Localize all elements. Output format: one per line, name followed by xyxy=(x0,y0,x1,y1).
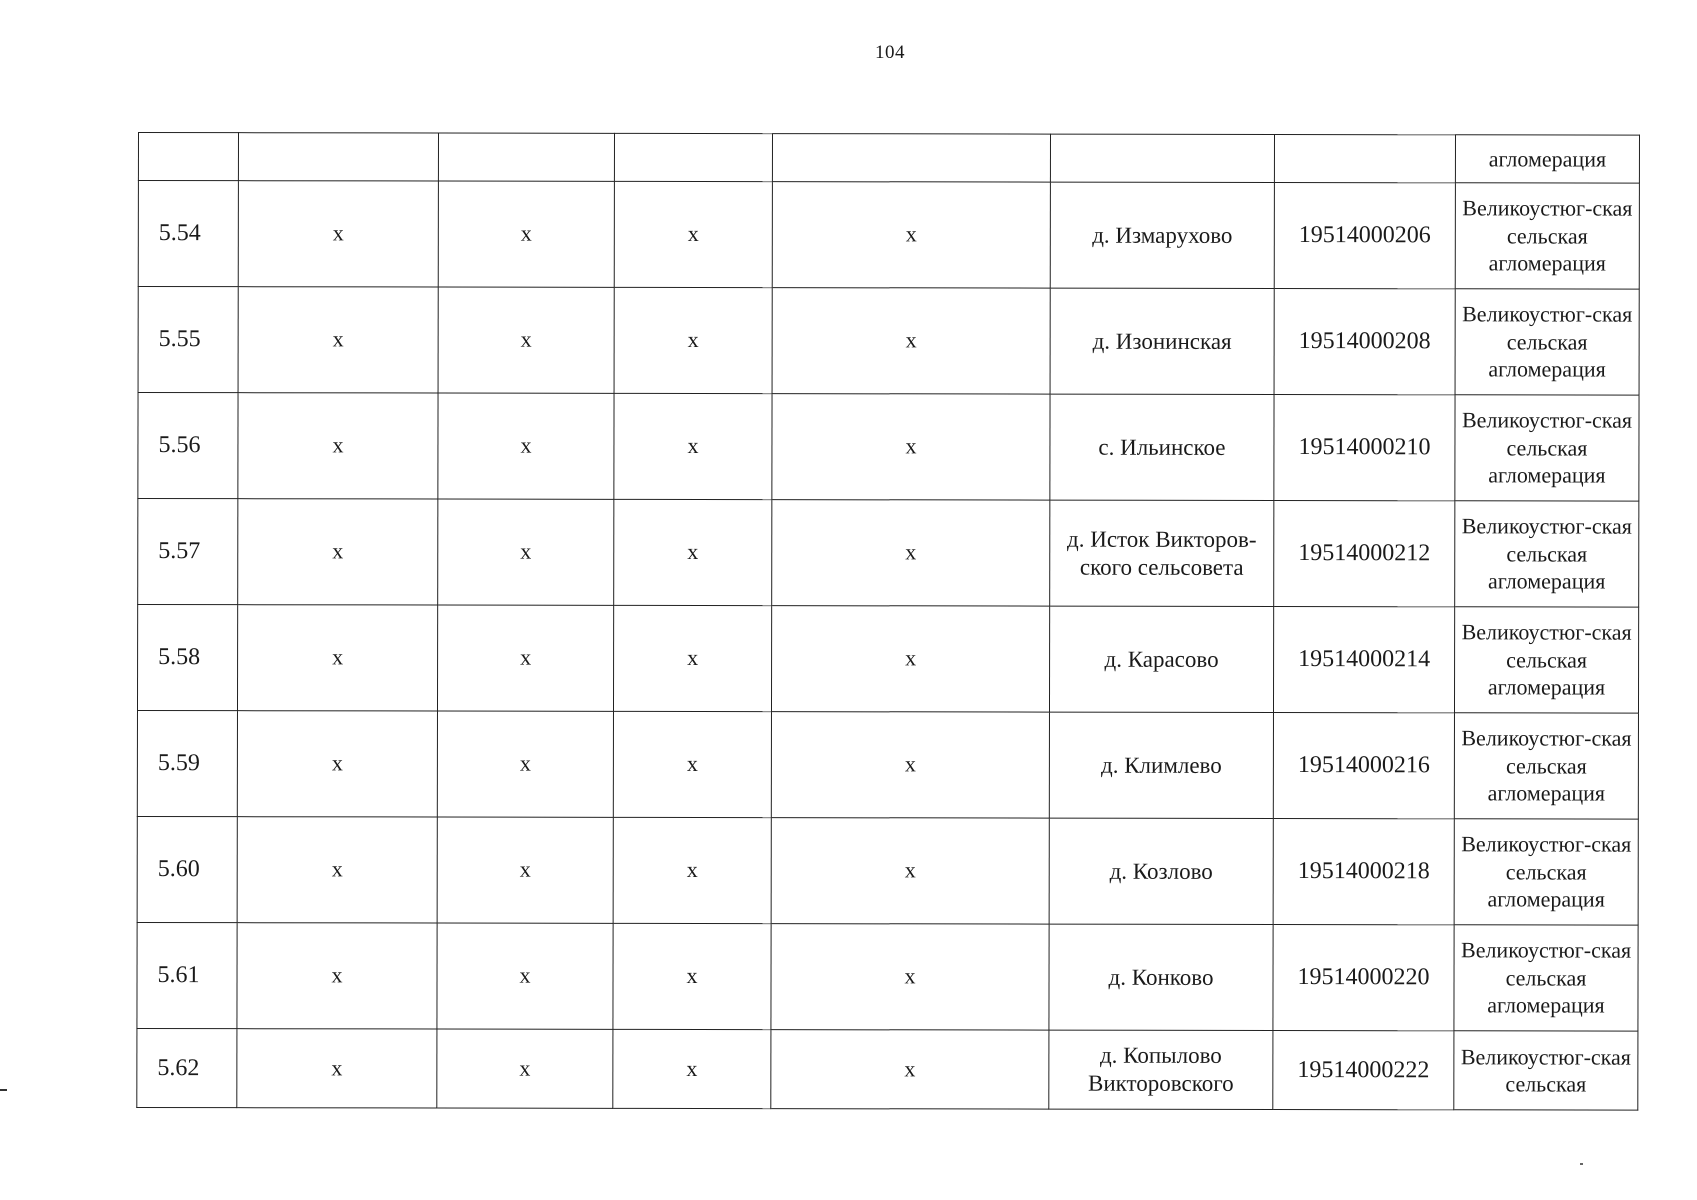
settlement-cell: д. Карасово xyxy=(1049,606,1273,712)
oktmo-code-cell: 19514000214 xyxy=(1273,606,1454,712)
table-row xyxy=(137,816,1638,925)
row-number-cell: 5.58 xyxy=(137,605,237,711)
row-number-cell: 5.55 xyxy=(138,287,238,393)
table-row xyxy=(138,181,1639,290)
continuation-row xyxy=(138,133,1639,184)
x-cell: х xyxy=(772,288,1050,394)
x-cell: х xyxy=(238,181,438,287)
settlement-cell: д. Козлово xyxy=(1049,818,1273,924)
row-number-cell: 5.59 xyxy=(137,711,237,817)
settlement-cell: д. Изонинская xyxy=(1050,288,1274,394)
x-cell: х xyxy=(771,924,1049,1030)
agglomeration-cell: Великоустюг-ская сельская агломерация xyxy=(1454,713,1638,819)
table-row xyxy=(137,922,1638,1031)
row-number-cell: 5.56 xyxy=(138,393,238,499)
agglomeration-cell: Великоустюг-ская сельская агломерация xyxy=(1454,925,1638,1031)
settlement-cell: с. Ильинское xyxy=(1050,394,1274,500)
x-cell: х xyxy=(237,817,437,923)
x-cell: х xyxy=(438,287,614,393)
x-cell: х xyxy=(237,923,437,1029)
oktmo-code-cell: 19514000222 xyxy=(1273,1030,1454,1109)
row-number-cell: 5.54 xyxy=(138,181,238,287)
x-cell: х xyxy=(438,181,614,287)
table-row xyxy=(137,1028,1638,1110)
x-cell: х xyxy=(438,499,614,605)
agglomeration-cell: Великоустюг-ская сельская агломерация xyxy=(1454,607,1638,713)
table-cell xyxy=(438,133,614,181)
settlement-cell: д. Измарухово xyxy=(1050,182,1274,288)
margin-mark xyxy=(0,1089,7,1091)
oktmo-code-cell: 19514000212 xyxy=(1274,500,1455,606)
x-cell: х xyxy=(437,711,613,817)
x-cell: х xyxy=(614,181,772,287)
x-cell: х xyxy=(437,1029,613,1108)
settlements-table xyxy=(136,132,1640,1111)
row-number-cell: 5.57 xyxy=(138,499,238,605)
x-cell: х xyxy=(772,500,1050,606)
oktmo-code-cell: 19514000220 xyxy=(1273,924,1454,1030)
table-row xyxy=(138,287,1639,396)
agglomeration-cell: Великоустюг-ская сельская xyxy=(1454,1031,1638,1110)
settlement-cell: д. Исток Викторов-ского сельсовета xyxy=(1050,500,1274,606)
table-cell xyxy=(772,134,1050,182)
agglomeration-cell: Великоустюг-ская сельская агломерация xyxy=(1455,501,1639,607)
x-cell: х xyxy=(238,287,438,393)
row-number-cell: 5.62 xyxy=(137,1028,237,1107)
row-number-cell: 5.60 xyxy=(137,816,237,922)
table-row xyxy=(138,393,1639,502)
x-cell: х xyxy=(613,923,771,1029)
table-row xyxy=(137,605,1638,714)
agglomeration-cell: Великоустюг-ская сельская агломерация xyxy=(1455,395,1639,501)
table-cell xyxy=(138,133,238,181)
x-cell: х xyxy=(613,605,771,711)
x-cell: х xyxy=(613,817,771,923)
x-cell: х xyxy=(238,499,438,605)
x-cell: х xyxy=(772,182,1050,288)
settlement-cell: д. Конково xyxy=(1049,924,1273,1030)
x-cell: х xyxy=(613,1029,771,1108)
x-cell: х xyxy=(613,711,771,817)
oktmo-code-cell: 19514000206 xyxy=(1274,182,1455,288)
oktmo-code-cell: 19514000218 xyxy=(1273,818,1454,924)
oktmo-code-cell: 19514000210 xyxy=(1274,394,1455,500)
x-cell: х xyxy=(237,711,437,817)
row-number-cell: 5.61 xyxy=(137,922,237,1028)
x-cell: х xyxy=(771,606,1049,712)
agglomeration-cell: Великоустюг-ская сельская агломерация xyxy=(1454,819,1638,925)
x-cell: х xyxy=(614,499,772,605)
table-row xyxy=(137,711,1638,820)
agglomeration-cell: Великоустюг-ская сельская агломерация xyxy=(1455,183,1639,289)
settlement-cell: д. Копылово Викторовского xyxy=(1049,1030,1273,1109)
oktmo-code-cell: 19514000216 xyxy=(1273,712,1454,818)
page-number: 104 xyxy=(875,42,905,63)
oktmo-code-cell: 19514000208 xyxy=(1274,288,1455,394)
x-cell: х xyxy=(614,393,772,499)
table-cell xyxy=(614,133,772,181)
x-cell: х xyxy=(771,1030,1049,1109)
table-cell xyxy=(1274,134,1455,182)
table-cell xyxy=(238,133,438,181)
x-cell: х xyxy=(237,605,437,711)
x-cell: х xyxy=(438,393,614,499)
table-row xyxy=(138,499,1639,608)
table-cell xyxy=(1050,134,1274,182)
x-cell: х xyxy=(614,287,772,393)
settlement-cell: д. Климлево xyxy=(1049,712,1273,818)
agglomeration-cell: Великоустюг-ская сельская агломерация xyxy=(1455,289,1639,395)
x-cell: х xyxy=(437,817,613,923)
x-cell: х xyxy=(437,923,613,1029)
x-cell: х xyxy=(238,393,438,499)
x-cell: х xyxy=(771,818,1049,924)
scan-speck xyxy=(1580,1163,1583,1165)
agglomeration-cell: агломерация xyxy=(1455,135,1639,183)
x-cell: х xyxy=(237,1029,437,1108)
x-cell: х xyxy=(771,712,1049,818)
x-cell: х xyxy=(437,605,613,711)
x-cell: х xyxy=(772,394,1050,500)
